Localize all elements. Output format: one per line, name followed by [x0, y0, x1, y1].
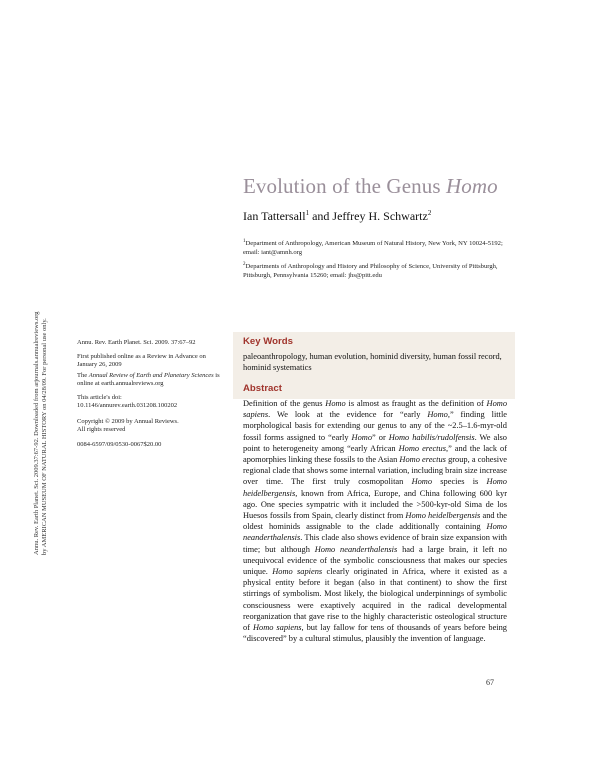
abstract-italic: Homo erectus — [398, 443, 446, 453]
citation: Annu. Rev. Earth Planet. Sci. 2009. 37:67–92 — [77, 339, 196, 346]
first-published: First published online as a Review in Advance on January 26, 2009 — [77, 353, 206, 369]
abstract-text: is almost as fraught as the definition of — [345, 399, 487, 408]
affiliation-2-text: Departments of Anthropology and History and Philosophy of Science, University of Pittsburgh, Pittsburgh, Pennsylvania 15260; email: jhs@pitt.edu — [243, 263, 498, 280]
journal-online — [77, 372, 227, 388]
journal-prefix: The — [77, 372, 89, 379]
title-text: Evolution of the Genus — [243, 174, 446, 198]
journal-name: Annual Review of Earth and Planetary Sciences — [88, 372, 214, 379]
keywords-text: paleoanthropology, human evolution, hominid diversity, human fossil record, hominid systematics — [243, 352, 502, 372]
affiliation-2-sup: 2 — [243, 262, 246, 267]
copyright-text: Copyright © 2009 by Annual Reviews. — [77, 418, 179, 425]
author-1-sup: 1 — [305, 209, 310, 217]
abstract-italic: Homo sapiens — [252, 623, 302, 633]
abstract-italic: Homo sapiens — [272, 567, 323, 577]
abstract-italic: Homo — [411, 477, 433, 487]
abstract-text: . We also point to heterogeneity among “early African — [243, 432, 507, 453]
affiliation-1-sup: 1 — [243, 239, 246, 244]
issn: 0084-6597/09/0530-0067$20.00 — [77, 441, 162, 448]
abstract-text: had a large brain, it left no unequivocal evidence of the symbolic consciousness that makes our species unique. — [243, 544, 507, 577]
article-title — [243, 174, 498, 199]
abstract-text: , known from Africa, Europe, and China following 600 kyr ago. One species sympatric with it included the >500-kyr-old Sima de los Huesos fossils from Spain, clearly distinct from — [243, 488, 507, 521]
author-and: and — [309, 209, 333, 223]
affiliation-2 — [243, 260, 515, 280]
author-2-sup: 2 — [427, 209, 432, 217]
abstract-italic: Homo — [325, 399, 346, 408]
doi-label: This article's doi: — [77, 394, 122, 401]
abstract-text: . This clade also shows evidence of brain size expansion with time; but although — [243, 533, 507, 554]
title-italic: Homo — [445, 174, 498, 198]
doi-value: 10.1146/annurev.earth.031208.100202 — [77, 402, 178, 410]
abstract-italic: Homo erectus — [399, 455, 446, 465]
affiliation-1-text: Department of Anthropology, American Museum of Natural History, New York, NY 10024-5192; email: iant@amnh.org — [243, 240, 503, 257]
abstract-italic: Homo neanderthalensis — [314, 544, 398, 554]
copyright-block — [77, 418, 227, 434]
abstract-text: Definition of the genus — [243, 399, 326, 408]
download-notice — [33, 225, 49, 555]
author-line — [243, 209, 431, 224]
abstract-italic: Homo sapiens — [243, 399, 508, 420]
abstract-italic: Homo heidelbergensis — [405, 511, 481, 521]
page-number: 67 — [486, 678, 494, 687]
abstract-heading: Abstract — [243, 383, 282, 394]
rights-text: All rights reserved — [77, 426, 126, 434]
affiliation-1 — [243, 237, 515, 257]
abstract-italic: Homo — [427, 410, 448, 420]
abstract-text: clearly originated in Africa, where it existed as a physical entity before it began (also in that continent) to show the first stirrings of symbolism. Most likely, the biological underpinnings of symbolic consciousness were exaptively acquired in the radical developmental reorganization that gave rise to the highly characteristic osteological structure of — [243, 567, 507, 633]
abstract-text: . We look at the evidence for “early — [268, 410, 428, 420]
abstract-text: ,” finding little morphological basis for extending our genus to any of the ~2.5–1.6-myr-old fossil forms assigned to “early — [243, 410, 507, 442]
abstract-italic: Homo neanderthalensis — [243, 522, 507, 543]
abstract-text: species is — [432, 477, 487, 487]
author-1: Ian Tattersall — [243, 209, 306, 223]
abstract-text: and the oldest hominids assignable to the clade additionally containing — [243, 511, 507, 532]
abstract-text: ,” and the lack of apomorphies linking these fossils to the Asian — [243, 443, 507, 465]
author-2: Jeffrey H. Schwartz — [332, 209, 428, 223]
abstract-italic: Homo habilis/rudolfensis — [388, 432, 475, 442]
abstract-text: group, a cohesive regional clade that shows some internal variation, including brain size increase over time. The first truly cosmopolitan — [243, 455, 507, 487]
abstract-text: , but lay fallow for tens of thousands of years before being “discovered” by a cultural stimulus, plausibly the invention of language. — [243, 623, 507, 644]
abstract-body — [243, 398, 507, 644]
download-notice-line2: by AMERICAN MUSEUM OF NATURAL HISTORY on 04/28/09. For personal use only. — [41, 318, 48, 555]
abstract-text: ” or — [372, 432, 389, 442]
abstract-italic: Homo — [351, 432, 373, 442]
abstract-italic: Homo heidelbergensis — [243, 477, 507, 498]
doi-block — [77, 394, 227, 410]
keywords-heading: Key Words — [243, 336, 293, 347]
journal-suffix: is online at earth.annualreviews.org — [77, 372, 220, 388]
download-notice-line1: Annu. Rev. Earth Planet. Sci. 2009.37:67-92. Downloaded from arjournals.annualreviews.org — [33, 311, 40, 555]
